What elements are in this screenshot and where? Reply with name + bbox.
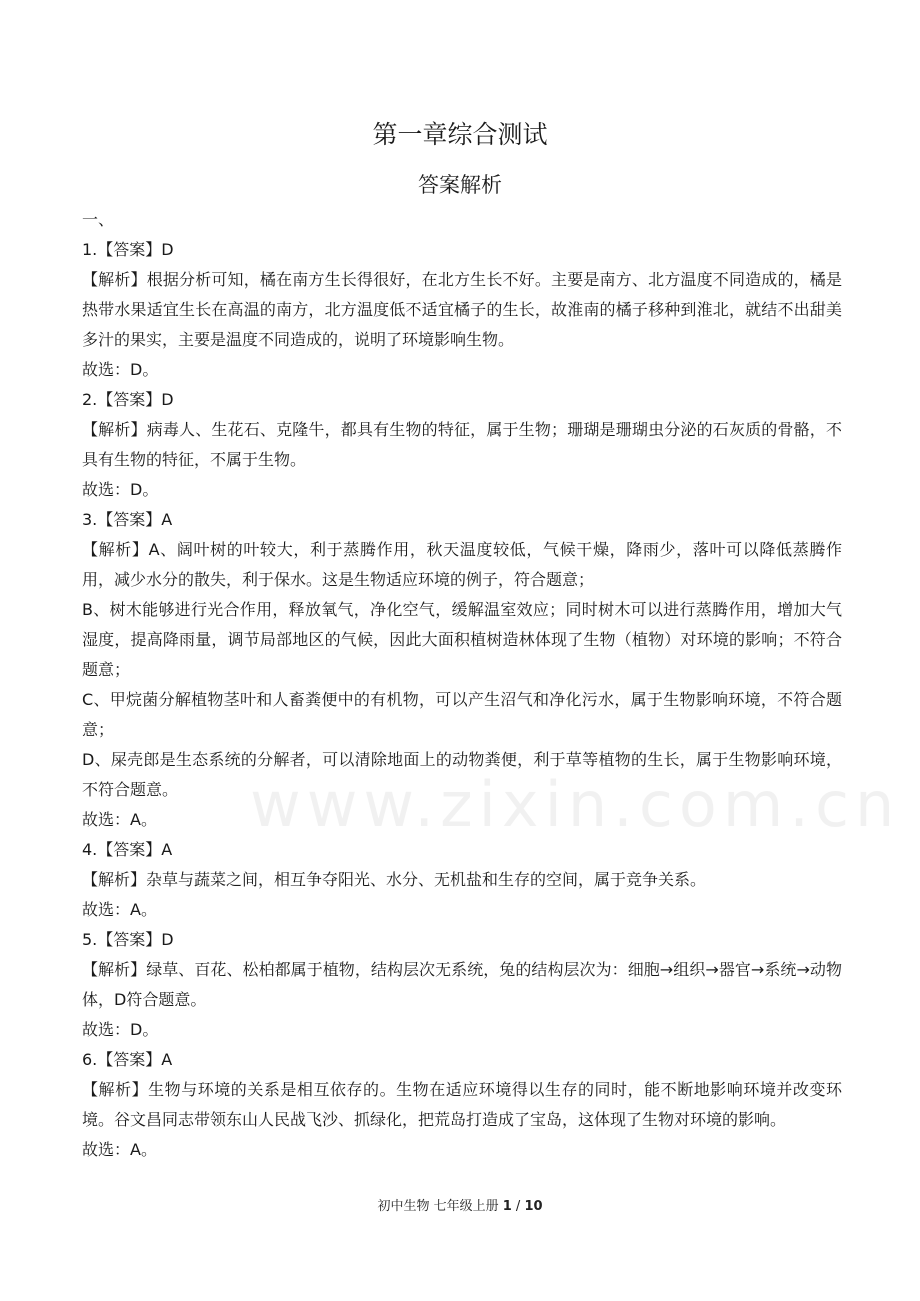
- answer-line: 5.【答案】D: [82, 930, 174, 949]
- footer-page-total: 10: [524, 1199, 543, 1214]
- answer-line: 故选：A。: [82, 1140, 157, 1159]
- answer-line: 故选：A。: [82, 900, 157, 919]
- footer-course: 初中生物 七年级上册: [377, 1199, 499, 1214]
- page-footer: [0, 1197, 920, 1217]
- page-title: 第一章综合测试: [372, 120, 548, 149]
- footer-page-current: 1: [502, 1199, 512, 1214]
- answer-line: 【解析】生物与环境的关系是相互依存的。生物在适应环境得以生存的同时，能不断地影响环境并改变环境。谷文昌同志带领东山人民战飞沙、抓绿化，把荒岛打造成了宝岛，这体现了生物对环境的影响。: [82, 1080, 842, 1129]
- answer-line: 【解析】A、阔叶树的叶较大，利于蒸腾作用，秋天温度较低，气候干燥，降雨少，落叶可以降低蒸腾作用，减少水分的散失，利于保水。这是生物适应环境的例子，符合题意；: [82, 540, 842, 589]
- answer-line: 【解析】杂草与蔬菜之间，相互争夺阳光、水分、无机盐和生存的空间，属于竞争关系。: [82, 870, 707, 889]
- answer-line: 2.【答案】D: [82, 390, 174, 409]
- answer-line: 【解析】绿草、百花、松柏都属于植物，结构层次无系统，兔的结构层次为：细胞→组织→器官→系统→动物体，D符合题意。: [82, 960, 842, 1009]
- answer-line: 【解析】病毒人、生花石、克隆牛，都具有生物的特征，属于生物；珊瑚是珊瑚虫分泌的石灰质的骨骼，不具有生物的特征，不属于生物。: [82, 420, 842, 469]
- answer-line: 【解析】根据分析可知，橘在南方生长得很好，在北方生长不好。主要是南方、北方温度不同造成的，橘是热带水果适宜生长在高温的南方，北方温度低不适宜橘子的生长，故淮南的橘子移种到淮北，就结不出甜美多汁的果实，主要是温度不同造成的，说明了环境影响生物。: [82, 270, 842, 349]
- watermark: www.zixin.com.cn: [250, 768, 901, 841]
- answer-line: 6.【答案】A: [82, 1050, 173, 1069]
- answer-line: 故选：D。: [82, 480, 159, 499]
- answer-line: 故选：D。: [82, 360, 159, 379]
- answer-line: C、甲烷菌分解植物茎叶和人畜粪便中的有机物，可以产生沼气和净化污水，属于生物影响环境，不符合题意；: [82, 690, 842, 739]
- answer-line: B、树木能够进行光合作用，释放氧气，净化空气，缓解温室效应；同时树木可以进行蒸腾作用，增加大气湿度，提高降雨量，调节局部地区的气候，因此大面积植树造林体现了生物（植物）对环境的影响；不符合题意；: [82, 600, 842, 679]
- section-heading: 一、: [82, 210, 115, 229]
- answer-line: 1.【答案】D: [82, 240, 174, 259]
- answer-line: 故选：D。: [82, 1020, 159, 1039]
- answer-line: 4.【答案】A: [82, 840, 173, 859]
- answer-line: D、屎壳郎是生态系统的分解者，可以清除地面上的动物粪便，利于草等植物的生长，属于生物影响环境，不符合题意。: [82, 750, 842, 799]
- answer-content: [82, 205, 842, 1165]
- footer-page-separator: /: [511, 1199, 525, 1214]
- page-subtitle: 答案解析: [418, 173, 502, 197]
- answer-line: 3.【答案】A: [82, 510, 173, 529]
- answer-list: [82, 235, 842, 1165]
- answer-line: 故选：A。: [82, 810, 157, 829]
